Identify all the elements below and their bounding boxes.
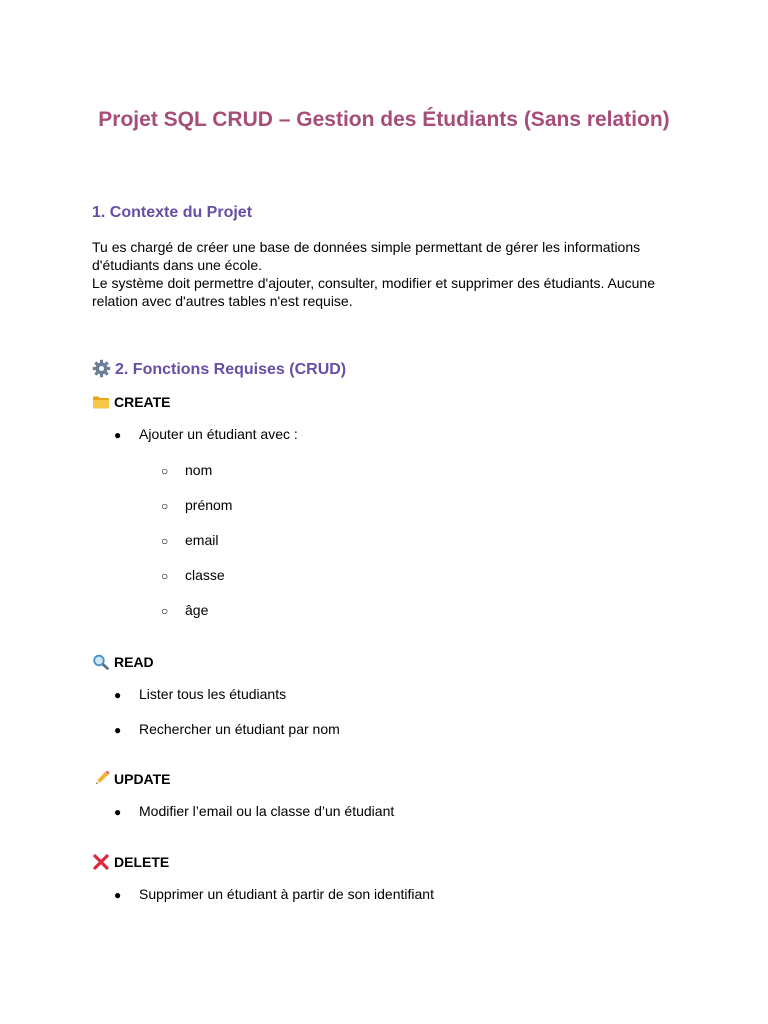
delete-list-item (114, 885, 434, 904)
create-heading (92, 393, 171, 411)
delete-label: DELETE (114, 854, 170, 870)
functions-heading-text: 2. Fonctions Requises (CRUD) (115, 361, 347, 378)
read-label: READ (114, 654, 154, 670)
context-paragraph (92, 238, 682, 310)
update-label: UPDATE (114, 771, 171, 787)
cross-mark-icon (92, 854, 110, 870)
create-list-item (114, 425, 298, 444)
context-line: d'étudiants dans une école. (92, 257, 263, 273)
context-line: Le système doit permettre d'ajouter, consulter, modifier et supprimer des étudiants. Aucune (92, 275, 655, 291)
bullet: ○ (161, 499, 169, 513)
page-title: Projet SQL CRUD – Gestion des Étudiants (Sans relation) (98, 108, 670, 131)
gear-icon (92, 359, 111, 378)
list-item-text: Lister tous les étudiants (139, 686, 287, 702)
bullet: ● (114, 723, 122, 737)
list-item-text: prénom (185, 497, 233, 513)
read-list-item (114, 685, 286, 704)
bullet: ● (114, 805, 122, 819)
bullet: ○ (161, 464, 169, 478)
pencil-icon (92, 771, 110, 787)
section-heading-functions (92, 359, 346, 380)
context-line: Tu es chargé de créer une base de données simple permettant de gérer les informations (92, 239, 641, 255)
create-label: CREATE (114, 394, 171, 410)
list-item-text: nom (185, 462, 213, 478)
list-item-text: Ajouter un étudiant avec : (139, 426, 298, 442)
magnifier-icon (92, 654, 110, 670)
bullet: ○ (161, 569, 169, 583)
folder-icon (92, 394, 110, 410)
list-item-text: email (185, 532, 219, 548)
list-item-text: classe (185, 567, 225, 583)
field-item-nom (161, 461, 212, 480)
list-item-text: Supprimer un étudiant à partir de son identifiant (139, 886, 434, 902)
delete-heading (92, 853, 169, 871)
context-line: relation avec d'autres tables n'est requise. (92, 293, 353, 309)
bullet: ○ (161, 604, 169, 618)
read-heading (92, 653, 154, 671)
section-heading-context: 1. Contexte du Projet (92, 204, 253, 221)
list-item-text: Modifier l’email ou la classe d’un étudiant (139, 803, 395, 819)
bullet: ○ (161, 534, 169, 548)
field-item-age (161, 601, 208, 620)
bullet: ● (114, 428, 122, 442)
update-heading (92, 770, 171, 788)
field-item-prenom (161, 496, 232, 515)
list-item-text: Rechercher un étudiant par nom (139, 721, 340, 737)
bullet: ● (114, 888, 122, 902)
bullet: ● (114, 688, 122, 702)
field-item-classe (161, 566, 225, 585)
read-list-item (114, 720, 340, 739)
field-item-email (161, 531, 218, 550)
list-item-text: âge (185, 602, 209, 618)
update-list-item (114, 802, 394, 821)
